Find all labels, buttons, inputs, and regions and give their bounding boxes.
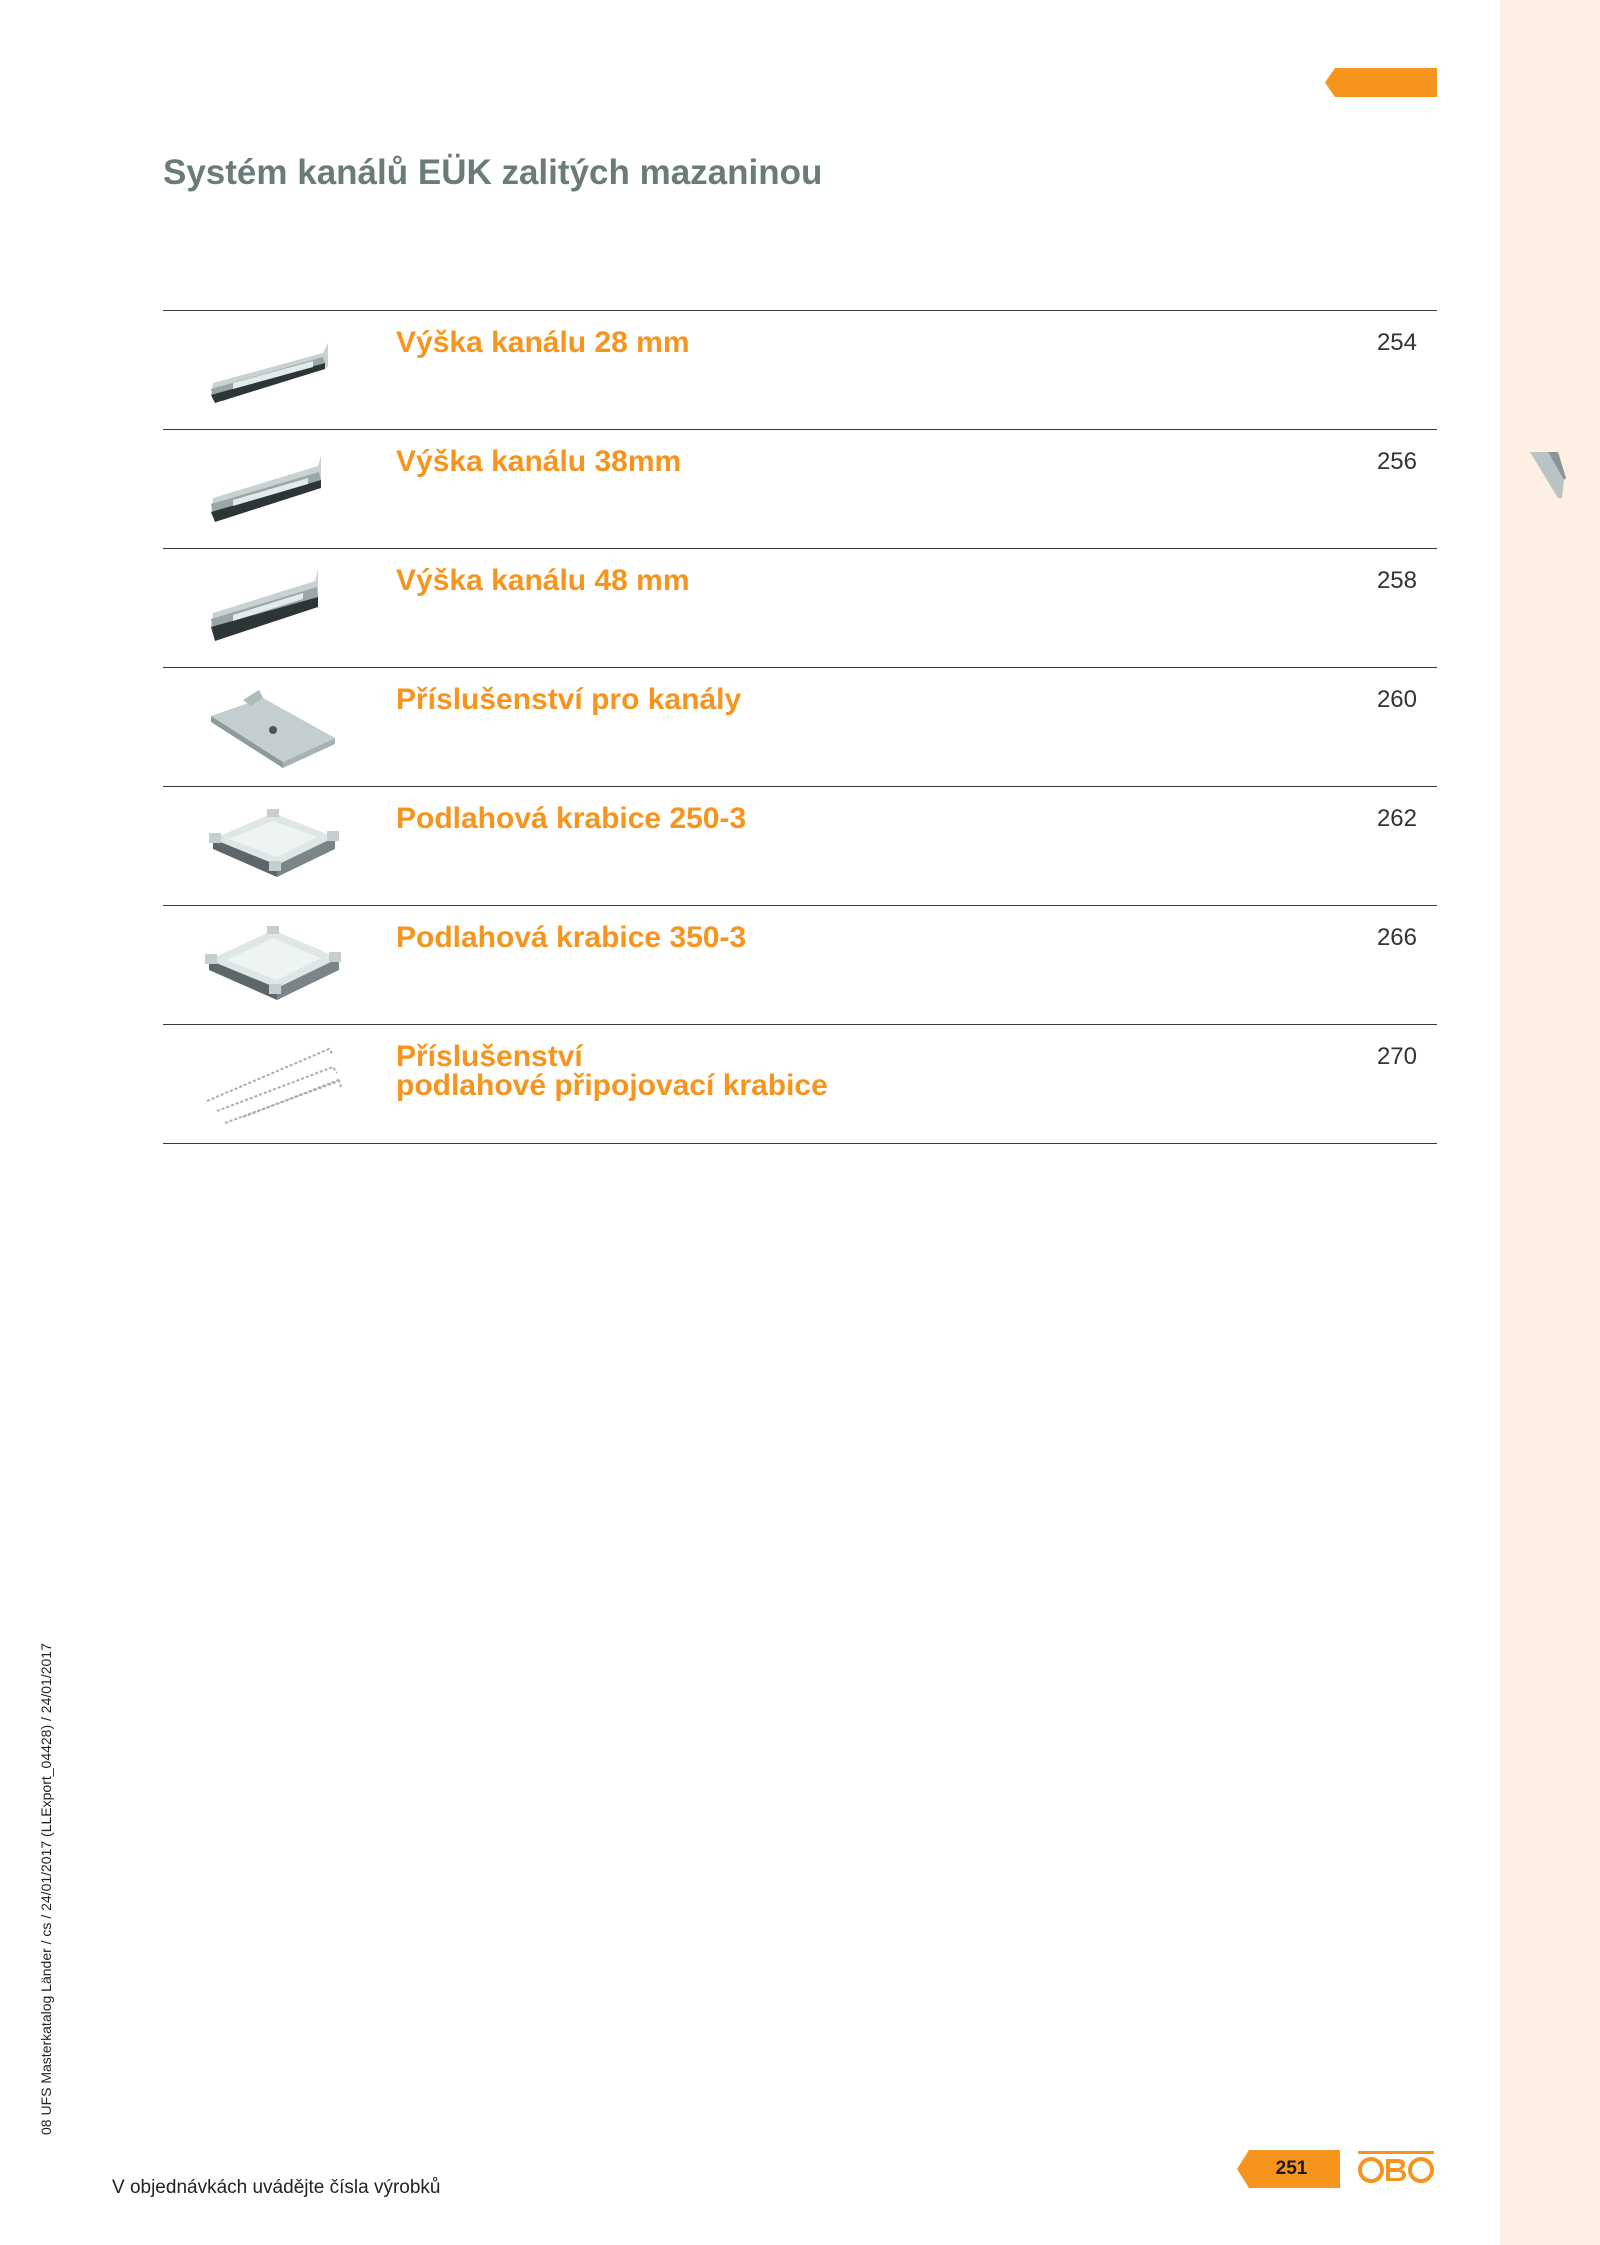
toc-label[interactable]	[396, 1042, 828, 1100]
toc-page-number[interactable]: 258	[1376, 567, 1417, 594]
toc-row[interactable]	[163, 1024, 1437, 1144]
toc-row[interactable]	[163, 905, 1437, 1024]
toc-page-number[interactable]: 262	[1376, 805, 1417, 832]
toc-label-line-2: podlahové připojovací krabice	[396, 1069, 828, 1102]
toc-label-line-1: Podlahová krabice 350-3	[396, 921, 747, 954]
channel-accessory-icon	[203, 680, 343, 776]
toc-label[interactable]	[396, 328, 690, 357]
toc-label-line-1: Výška kanálu 38mm	[396, 445, 682, 478]
toc-label-line-1: Příslušenství	[396, 1040, 583, 1073]
channel-side-icon	[1528, 450, 1568, 500]
floor-box-accessory-icon	[203, 1037, 343, 1133]
chapter-tab	[1325, 68, 1437, 97]
page-number: 251	[1275, 2158, 1308, 2179]
floor-box-350-icon	[203, 918, 343, 1014]
channel-48-icon	[203, 561, 343, 657]
page-title: Systém kanálů EÜK zalitých mazaninou	[163, 153, 823, 192]
toc-label[interactable]	[396, 804, 746, 833]
toc-label[interactable]	[396, 685, 741, 714]
toc-label[interactable]	[396, 923, 746, 952]
side-band	[1500, 0, 1600, 2245]
toc-label-line-1: Příslušenství pro kanály	[396, 683, 742, 716]
toc-page-number[interactable]: 260	[1376, 686, 1417, 713]
channel-28-icon	[203, 323, 343, 419]
print-metadata: 08 UFS Masterkatalog Länder / cs / 24/01/2017 (LLExport_04428) / 24/01/2017	[38, 1643, 54, 2135]
toc-page-number[interactable]: 254	[1376, 329, 1417, 356]
toc-label-line-1: Výška kanálu 28 mm	[396, 326, 690, 359]
toc-row[interactable]	[163, 310, 1437, 429]
toc-label-line-1: Podlahová krabice 250-3	[396, 802, 747, 835]
toc-label[interactable]	[396, 566, 690, 595]
toc-page-number[interactable]: 256	[1376, 448, 1417, 475]
toc-row[interactable]	[163, 786, 1437, 905]
toc-label-line-1: Výška kanálu 48 mm	[396, 564, 690, 597]
toc-label[interactable]	[396, 447, 681, 476]
toc-table	[163, 310, 1437, 1144]
toc-row[interactable]	[163, 667, 1437, 786]
channel-38-icon	[203, 442, 343, 538]
floor-box-250-icon	[203, 799, 343, 895]
toc-page-number[interactable]: 270	[1376, 1043, 1417, 1070]
footer-note: V objednávkách uvádějte čísla výrobků	[112, 2177, 441, 2198]
toc-row[interactable]	[163, 429, 1437, 548]
toc-page-number[interactable]: 266	[1376, 924, 1417, 951]
toc-row[interactable]	[163, 548, 1437, 667]
logo-text	[1357, 2150, 1435, 2186]
